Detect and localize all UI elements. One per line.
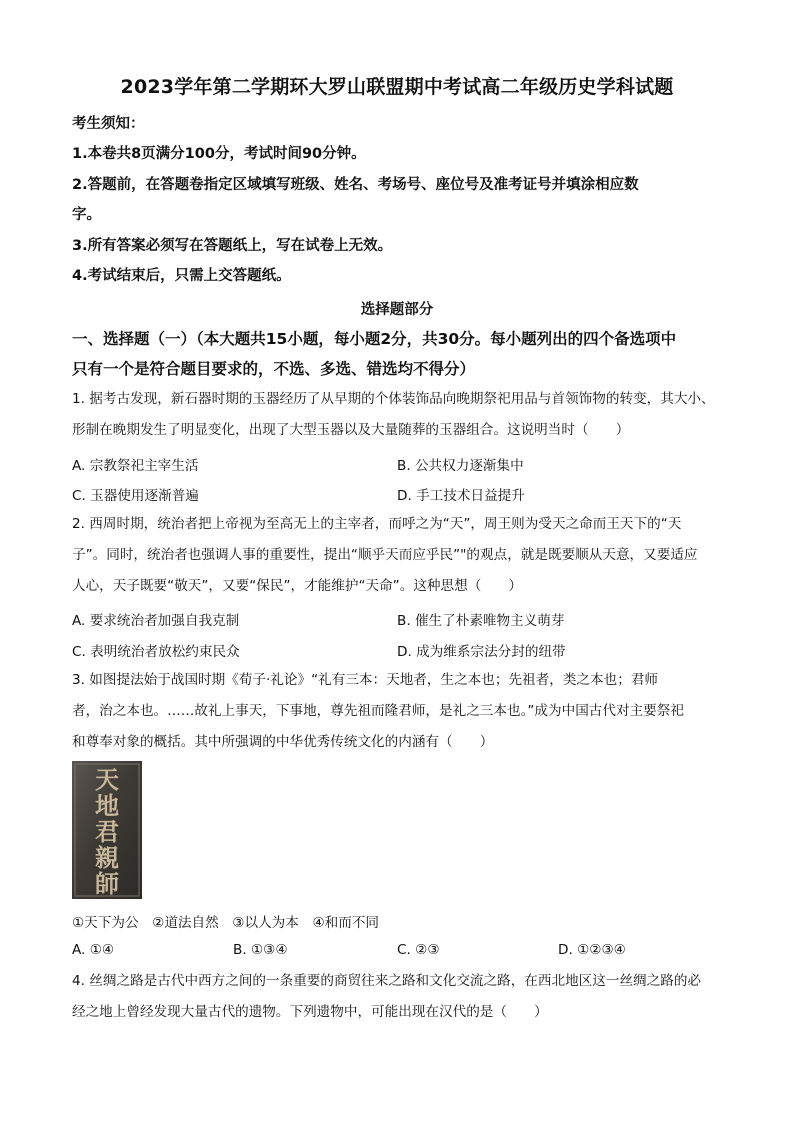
question-2-line: 人心，天子既要“敬天”，又要“保民”，才能维护“天命”。这种思想（ ） — [72, 578, 523, 594]
q2-option-c: C. 表明统治者放松约束民众 — [72, 644, 240, 660]
question-3-line: 和尊奉对象的概括。其中所强调的中华优秀传统文化的内涵有（ ） — [72, 734, 494, 750]
question-1-line: 形制在晚期发生了明显变化，出现了大型玉器以及大量随葬的玉器组合。这说明当时（ ） — [72, 422, 630, 438]
part-instruction: 只有一个是符合题目要求的，不选、多选、错选均不得分） — [72, 360, 476, 378]
question-2-line: 子”。同时，统治者也强调人事的重要性，提出“顺乎天而应乎民”"的观点，就是既要顺从天意，又要适应 — [72, 547, 698, 563]
question-3-line: 者，治之本也。……故礼上事天，下事地，尊先祖而隆君师，是礼之三本也。”成为中国古代对主要祭祀 — [72, 703, 684, 719]
q3-option-d: D. ①②③④ — [558, 942, 626, 958]
q2-option-a: A. 要求统治者加强自我克制 — [72, 613, 240, 629]
tablet-char: 地 — [95, 791, 119, 820]
tablet-char: 師 — [95, 869, 119, 898]
q2-option-b: B. 催生了朴素唯物主义萌芽 — [397, 613, 565, 629]
notice-item: 2.答题前，在答题卷指定区域填写班级、姓名、考场号、座位号及准考证号并填涂相应数 — [72, 177, 639, 193]
notice-heading: 考生须知： — [72, 116, 145, 132]
question-4-line: 经之地上曾经发现大量古代的遗物。下列遗物中，可能出现在汉代的是（ ） — [72, 1004, 548, 1020]
q1-option-d: D. 手工技术日益提升 — [397, 488, 525, 504]
tablet-char: 天 — [95, 765, 119, 794]
exam-title: 2023学年第二学期环大罗山联盟期中考试高二年级历史学科试题 — [120, 76, 674, 98]
tablet-char: 親 — [95, 843, 119, 872]
tablet-photo — [72, 761, 142, 899]
notice-item: 4.考试结束后，只需上交答题纸。 — [72, 268, 291, 284]
question-4-line: 4. 丝绸之路是古代中西方之间的一条重要的商贸往来之路和文化交流之路，在西北地区这一丝绸之路的必 — [72, 973, 702, 989]
notice-item: 字。 — [72, 207, 101, 223]
part-instruction: 一、选择题（一）（本大题共15小题，每小题2分，共30分。每小题列出的四个备选项中 — [72, 330, 677, 348]
q3-option-a: A. ①④ — [72, 942, 115, 958]
q2-option-d: D. 成为维系宗法分封的纽带 — [397, 644, 566, 660]
q1-option-c: C. 玉器使用逐渐普遍 — [72, 488, 199, 504]
tablet-char: 君 — [95, 817, 119, 846]
question-2-line: 2. 西周时期，统治者把上帝视为至高无上的主宰者，而呼之为“天”，周王则为受天之命而王天下的“天 — [72, 516, 682, 532]
question-3-line: 3. 如图提法始于战国时期《荀子·礼论》“礼有三本：天地者，生之本也；先祖者，类之本也；君师 — [72, 672, 658, 688]
q3-statements: ①天下为公 ②道法自然 ③以人为本 ④和而不同 — [72, 915, 380, 931]
q1-option-b: B. 公共权力逐渐集中 — [397, 458, 524, 474]
q1-option-a: A. 宗教祭祀主宰生活 — [72, 458, 199, 474]
question-1-line: 1. 据考古发现，新石器时期的玉器经历了从早期的个体装饰品向晚期祭祀用品与首领饰物的转变，其大小、 — [72, 391, 715, 407]
q3-option-c: C. ②③ — [397, 942, 440, 958]
q3-option-b: B. ①③④ — [233, 942, 288, 958]
section-title: 选择题部分 — [360, 302, 434, 318]
notice-item: 3.所有答案必须写在答题纸上，写在试卷上无效。 — [72, 238, 393, 254]
notice-item: 1.本卷共8页满分100分，考试时间90分钟。 — [72, 146, 366, 162]
